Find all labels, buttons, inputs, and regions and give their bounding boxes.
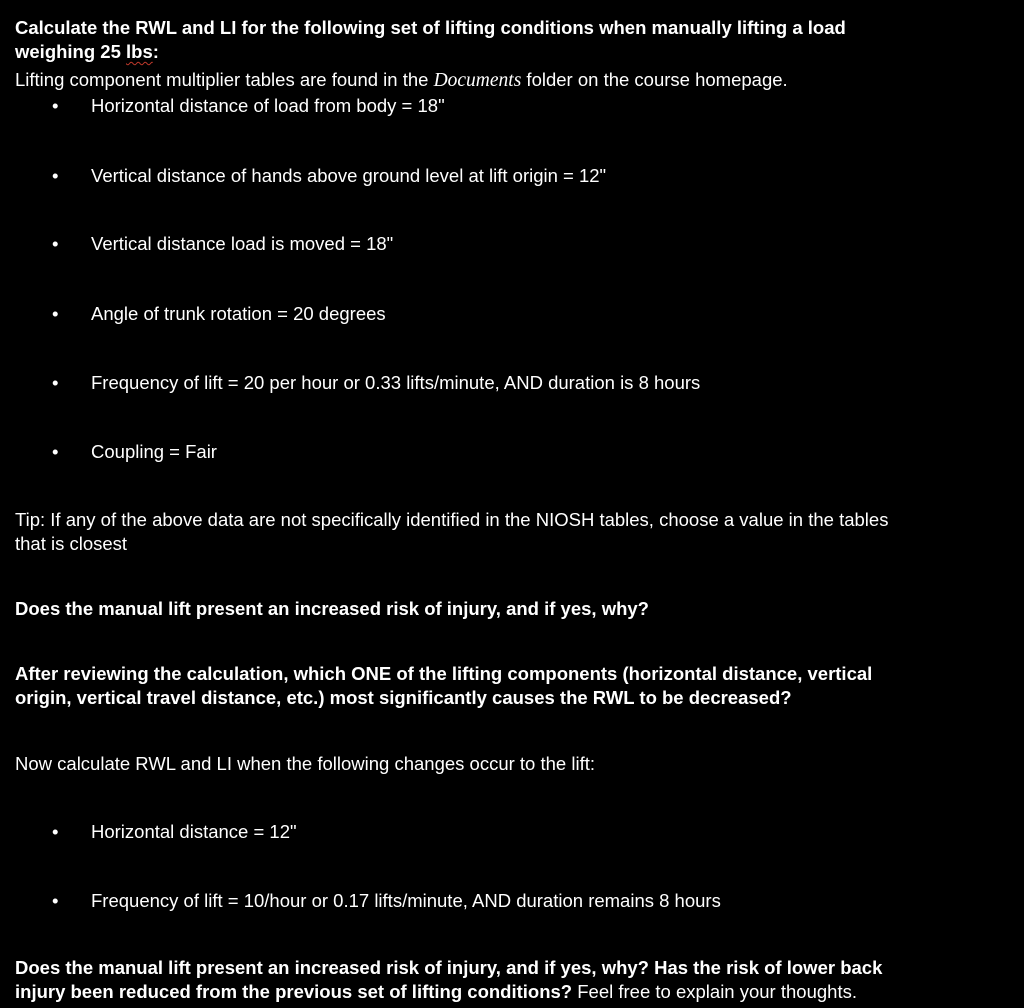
heading-line-1: Calculate the RWL and LI for the following set of lifting conditions when manually lifting a load xyxy=(15,17,846,38)
misspelled-word: lbs xyxy=(126,41,153,62)
question-final-line-1: Does the manual lift present an increased risk of injury, and if yes, why? Has the risk of lower back xyxy=(15,957,883,978)
heading-weight-text: weighing 25 xyxy=(15,41,127,62)
condition-frequency: Frequency of lift = 20 per hour or 0.33 lifts/minute, AND duration is 8 hours xyxy=(91,372,701,393)
bullet-icon: • xyxy=(52,303,59,324)
bullet-icon: • xyxy=(52,890,59,911)
question-final-line-2 xyxy=(15,980,857,1004)
bullet-icon: • xyxy=(52,441,59,462)
recalc-intro: Now calculate RWL and LI when the following changes occur to the lift: xyxy=(15,753,595,774)
instructions-prefix: Lifting component multiplier tables are found in the xyxy=(15,69,434,90)
condition-horizontal-distance: Horizontal distance of load from body = 18" xyxy=(91,95,445,116)
question-components-line-1: After reviewing the calculation, which ONE of the lifting components (horizontal distance, vertical xyxy=(15,663,873,684)
bullet-icon: • xyxy=(52,372,59,393)
recalc-frequency: Frequency of lift = 10/hour or 0.17 lifts/minute, AND duration remains 8 hours xyxy=(91,890,721,911)
bullet-icon: • xyxy=(52,821,59,842)
question-increased-risk: Does the manual lift present an increased risk of injury, and if yes, why? xyxy=(15,598,649,619)
instructions-text xyxy=(15,68,788,93)
instructions-suffix: folder on the course homepage. xyxy=(521,69,788,90)
bullet-icon: • xyxy=(52,233,59,254)
condition-coupling: Coupling = Fair xyxy=(91,441,217,462)
tip-line-1: Tip: If any of the above data are not specifically identified in the NIOSH tables, choose a value in the tables xyxy=(15,509,889,530)
condition-vertical-origin: Vertical distance of hands above ground level at lift origin = 12" xyxy=(91,165,607,186)
condition-trunk-rotation: Angle of trunk rotation = 20 degrees xyxy=(91,303,386,324)
documents-folder-name: Documents xyxy=(433,70,522,91)
recalc-horizontal-distance: Horizontal distance = 12" xyxy=(91,821,297,842)
condition-vertical-travel: Vertical distance load is moved = 18" xyxy=(91,233,394,254)
bullet-icon: • xyxy=(52,95,59,116)
question-final-normal: Feel free to explain your thoughts. xyxy=(572,981,857,1002)
question-final-bold: injury been reduced from the previous set of lifting conditions? xyxy=(15,981,573,1002)
tip-line-2: that is closest xyxy=(15,533,128,554)
bullet-icon: • xyxy=(52,165,59,186)
question-components-line-2: origin, vertical travel distance, etc.) most significantly causes the RWL to be decreased? xyxy=(15,687,792,708)
heading-line-2 xyxy=(15,40,159,64)
heading-colon: : xyxy=(152,41,159,62)
